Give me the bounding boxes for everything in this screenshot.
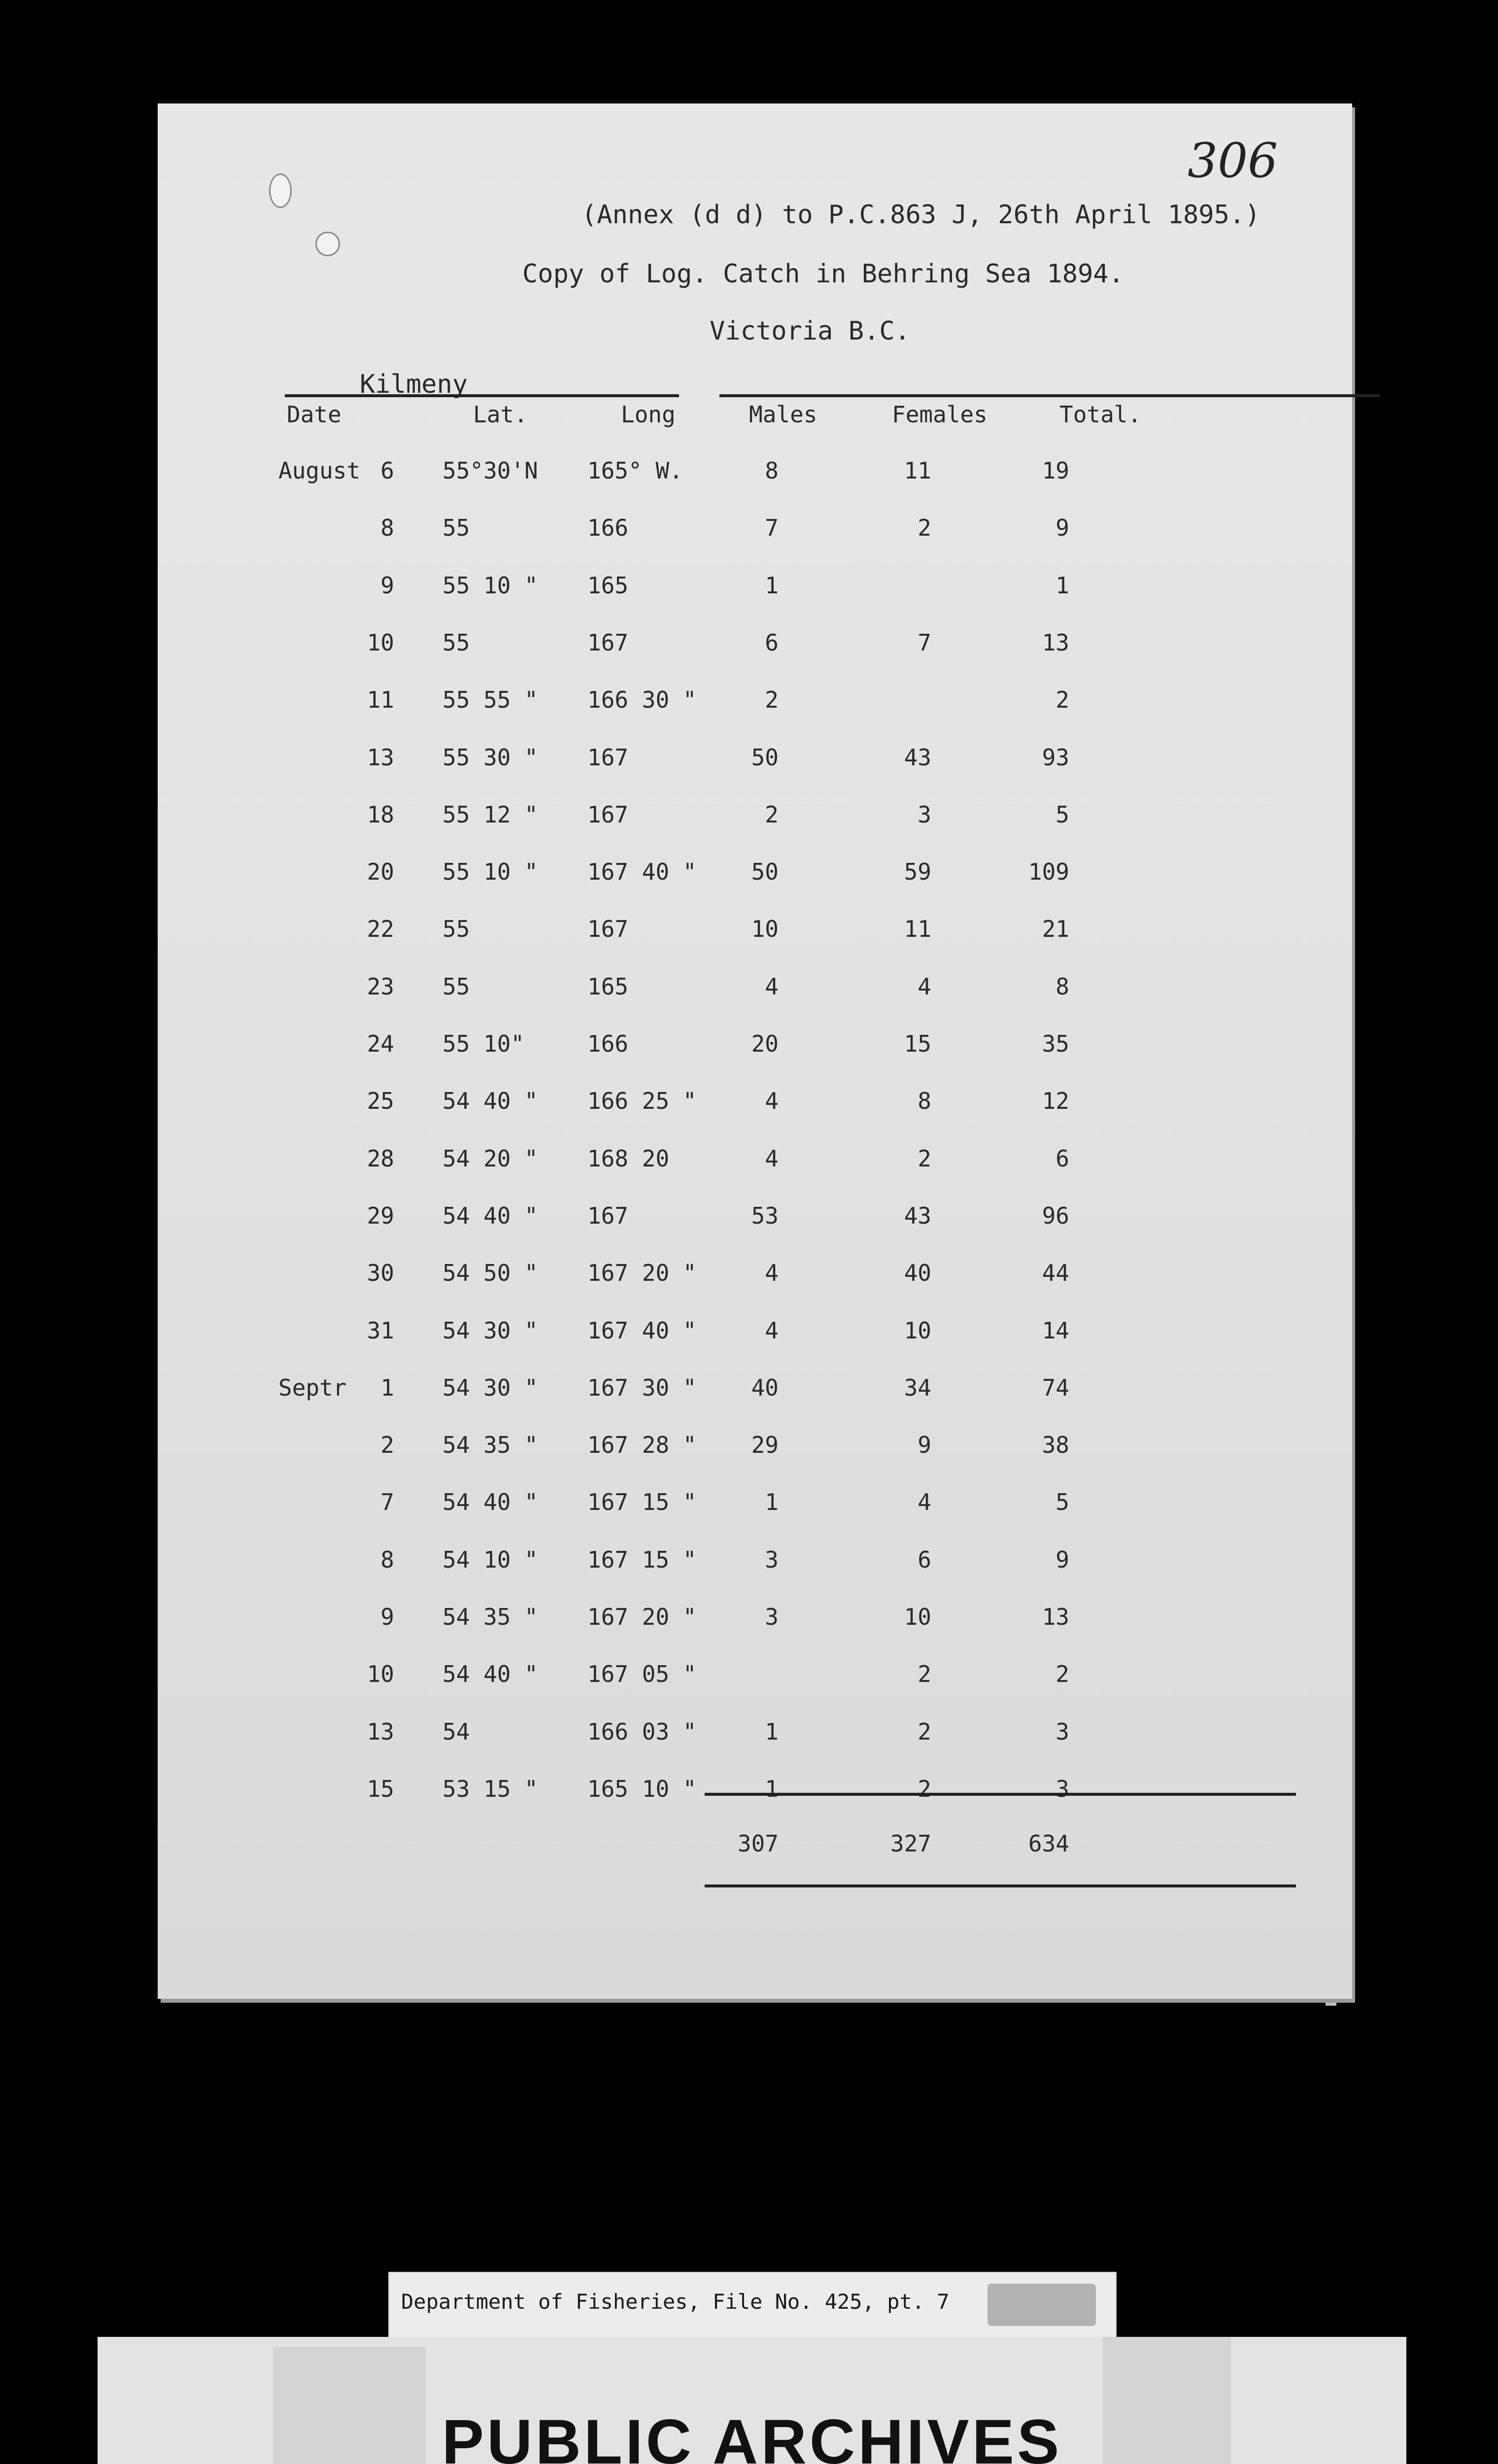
row-total: 74 (1042, 1374, 1069, 1401)
row-males: 3 (765, 1546, 779, 1573)
row-total: 14 (1042, 1317, 1069, 1344)
row-females: 7 (918, 629, 931, 656)
row-females: 43 (904, 1202, 931, 1229)
row-total: 2 (1055, 686, 1069, 713)
row-total: 2 (1055, 1661, 1069, 1687)
row-females: 15 (904, 1030, 931, 1057)
row-males: 2 (765, 801, 779, 828)
row-latitude: 54 30 " (443, 1317, 538, 1344)
row-latitude: 55 (443, 973, 470, 1000)
row-total: 1 (1055, 572, 1069, 599)
row-females: 2 (918, 1661, 931, 1687)
row-males: 2 (765, 686, 779, 713)
header-annex-line: (Annex (d d) to P.C.863 J, 26th April 1895.) (581, 200, 1260, 230)
file-reference-strip (389, 2273, 1116, 2337)
total-males: 307 (737, 1830, 779, 1857)
row-latitude: 54 20 " (443, 1145, 538, 1172)
row-longitude: 167 (587, 744, 629, 771)
row-total: 93 (1042, 744, 1069, 771)
column-header: Males (749, 401, 817, 428)
column-header: Females (892, 401, 987, 428)
row-females: 2 (918, 1776, 931, 1802)
row-latitude: 54 40 " (443, 1088, 538, 1114)
row-females: 43 (904, 744, 931, 771)
row-total: 44 (1042, 1260, 1069, 1286)
row-longitude: 167 15 " (587, 1489, 697, 1515)
row-longitude: 166 03 " (587, 1718, 697, 1745)
row-day: 1 (380, 1374, 394, 1401)
row-day: 7 (380, 1489, 394, 1515)
document-sheet (158, 103, 1352, 1999)
row-females: 10 (904, 1604, 931, 1630)
punch-hole (269, 173, 292, 208)
row-day: 13 (367, 1718, 394, 1745)
row-males: 1 (765, 572, 779, 599)
row-females: 59 (904, 858, 931, 885)
row-males: 6 (765, 629, 779, 656)
row-longitude: 166 (587, 1030, 629, 1057)
row-day: 18 (367, 801, 394, 828)
row-longitude: 167 (587, 1202, 629, 1229)
row-males: 50 (751, 744, 779, 771)
row-latitude: 54 40 " (443, 1489, 538, 1515)
row-latitude: 55 30 " (443, 744, 538, 771)
row-day: 11 (367, 686, 394, 713)
row-longitude: 167 40 " (587, 1317, 697, 1344)
row-latitude: 55 10 " (443, 572, 538, 599)
row-day: 15 (367, 1776, 394, 1802)
row-males: 53 (751, 1202, 779, 1229)
totals-top-rule (705, 1793, 1296, 1796)
row-longitude: 165 (587, 973, 629, 1000)
row-females: 6 (918, 1546, 931, 1573)
total-females: 327 (890, 1830, 931, 1857)
row-day: 25 (367, 1088, 394, 1114)
row-longitude: 167 20 " (587, 1604, 697, 1630)
row-total: 6 (1055, 1145, 1069, 1172)
row-longitude: 166 25 " (587, 1088, 697, 1114)
row-latitude: 54 35 " (443, 1604, 538, 1630)
row-females: 2 (918, 514, 931, 541)
row-total: 109 (1028, 858, 1069, 885)
row-day: 31 (367, 1317, 394, 1344)
row-females: 11 (904, 457, 931, 484)
row-longitude: 168 20 (587, 1145, 670, 1172)
handwritten-page-number: 306 (1188, 133, 1278, 188)
row-total: 5 (1055, 1489, 1069, 1515)
banner-line-english: PUBLIC ARCHIVES (442, 2407, 1062, 2464)
row-females: 40 (904, 1260, 931, 1286)
header-rule-right (719, 394, 1380, 397)
row-males: 4 (765, 1145, 779, 1172)
row-longitude: 167 40 " (587, 858, 697, 885)
column-header: Date (287, 401, 341, 428)
row-total: 38 (1042, 1432, 1069, 1458)
row-day: 29 (367, 1202, 394, 1229)
row-day: 10 (367, 629, 394, 656)
row-latitude: 54 10 " (443, 1546, 538, 1573)
row-day: 30 (367, 1260, 394, 1286)
row-females: 4 (918, 1489, 931, 1515)
row-longitude: 166 (587, 514, 629, 541)
stamp-smudge (987, 2284, 1096, 2326)
row-longitude: 167 30 " (587, 1374, 697, 1401)
row-longitude: 167 05 " (587, 1661, 697, 1687)
row-males: 4 (765, 1317, 779, 1344)
row-total: 96 (1042, 1202, 1069, 1229)
column-header: Total. (1059, 401, 1142, 428)
row-day: 2 (380, 1432, 394, 1458)
row-day: 28 (367, 1145, 394, 1172)
row-males: 1 (765, 1776, 779, 1802)
row-females: 11 (904, 916, 931, 942)
row-day: 23 (367, 973, 394, 1000)
row-males: 10 (751, 916, 779, 942)
row-day: 20 (367, 858, 394, 885)
row-total: 12 (1042, 1088, 1069, 1114)
row-month: Septr (278, 1374, 347, 1401)
row-latitude: 55 12 " (443, 801, 538, 828)
row-latitude: 54 40 " (443, 1202, 538, 1229)
row-day: 8 (380, 514, 394, 541)
row-longitude: 167 15 " (587, 1546, 697, 1573)
row-longitude: 165 (587, 572, 629, 599)
row-females: 2 (918, 1145, 931, 1172)
row-day: 22 (367, 916, 394, 942)
row-males: 1 (765, 1718, 779, 1745)
row-longitude: 165 10 " (587, 1776, 697, 1802)
row-latitude: 54 50 " (443, 1260, 538, 1286)
row-females: 9 (918, 1432, 931, 1458)
row-latitude: 55 (443, 629, 470, 656)
row-day: 24 (367, 1030, 394, 1057)
row-longitude: 167 20 " (587, 1260, 697, 1286)
header-title: Copy of Log. Catch in Behring Sea 1894. (522, 259, 1124, 289)
row-day: 8 (380, 1546, 394, 1573)
row-latitude: 55°30'N (443, 457, 538, 484)
column-header: Lat. (473, 401, 528, 428)
totals-bottom-rule (705, 1884, 1296, 1887)
punch-hole (315, 232, 340, 256)
row-females: 4 (918, 973, 931, 1000)
row-males: 50 (751, 858, 779, 885)
grand-total: 634 (1028, 1830, 1069, 1857)
row-males: 40 (751, 1374, 779, 1401)
row-females: 34 (904, 1374, 931, 1401)
row-latitude: 54 (443, 1718, 470, 1745)
row-day: 13 (367, 744, 394, 771)
row-total: 8 (1055, 973, 1069, 1000)
row-latitude: 55 55 " (443, 686, 538, 713)
row-total: 35 (1042, 1030, 1069, 1057)
row-latitude: 55 10" (443, 1030, 525, 1057)
row-total: 3 (1055, 1776, 1069, 1802)
row-latitude: 53 15 " (443, 1776, 538, 1802)
row-total: 19 (1042, 457, 1069, 484)
row-males: 4 (765, 1088, 779, 1114)
row-longitude: 167 28 " (587, 1432, 697, 1458)
row-day: 6 (380, 457, 394, 484)
header-location: Victoria B.C. (710, 316, 910, 346)
row-longitude: 167 (587, 916, 629, 942)
row-males: 7 (765, 514, 779, 541)
row-total: 13 (1042, 629, 1069, 656)
row-males: 8 (765, 457, 779, 484)
row-males: 20 (751, 1030, 779, 1057)
row-total: 21 (1042, 916, 1069, 942)
row-month: August (278, 457, 361, 484)
row-latitude: 55 (443, 916, 470, 942)
row-day: 9 (380, 1604, 394, 1630)
row-females: 10 (904, 1317, 931, 1344)
row-males: 4 (765, 973, 779, 1000)
row-longitude: 167 (587, 629, 629, 656)
row-females: 3 (918, 801, 931, 828)
row-longitude: 167 (587, 801, 629, 828)
row-latitude: 55 10 " (443, 858, 538, 885)
row-longitude: 165° W. (587, 457, 683, 484)
row-latitude: 54 30 " (443, 1374, 538, 1401)
row-total: 9 (1055, 514, 1069, 541)
row-day: 10 (367, 1661, 394, 1687)
file-reference: Department of Fisheries, File No. 425, pt. 7 (401, 2290, 950, 2314)
header-rule-left (285, 394, 679, 397)
row-latitude: 54 40 " (443, 1661, 538, 1687)
row-males: 4 (765, 1260, 779, 1286)
row-males: 29 (751, 1432, 779, 1458)
row-males: 1 (765, 1489, 779, 1515)
column-header: Long (621, 401, 676, 428)
row-females: 2 (918, 1718, 931, 1745)
vessel-name: Kilmeny (360, 370, 468, 399)
row-males: 3 (765, 1604, 779, 1630)
row-total: 13 (1042, 1604, 1069, 1630)
row-total: 3 (1055, 1718, 1069, 1745)
row-latitude: 54 35 " (443, 1432, 538, 1458)
row-latitude: 55 (443, 514, 470, 541)
row-total: 5 (1055, 801, 1069, 828)
row-longitude: 166 30 " (587, 686, 697, 713)
row-total: 9 (1055, 1546, 1069, 1573)
row-females: 8 (918, 1088, 931, 1114)
row-day: 9 (380, 572, 394, 599)
archives-banner (98, 2337, 1406, 2464)
